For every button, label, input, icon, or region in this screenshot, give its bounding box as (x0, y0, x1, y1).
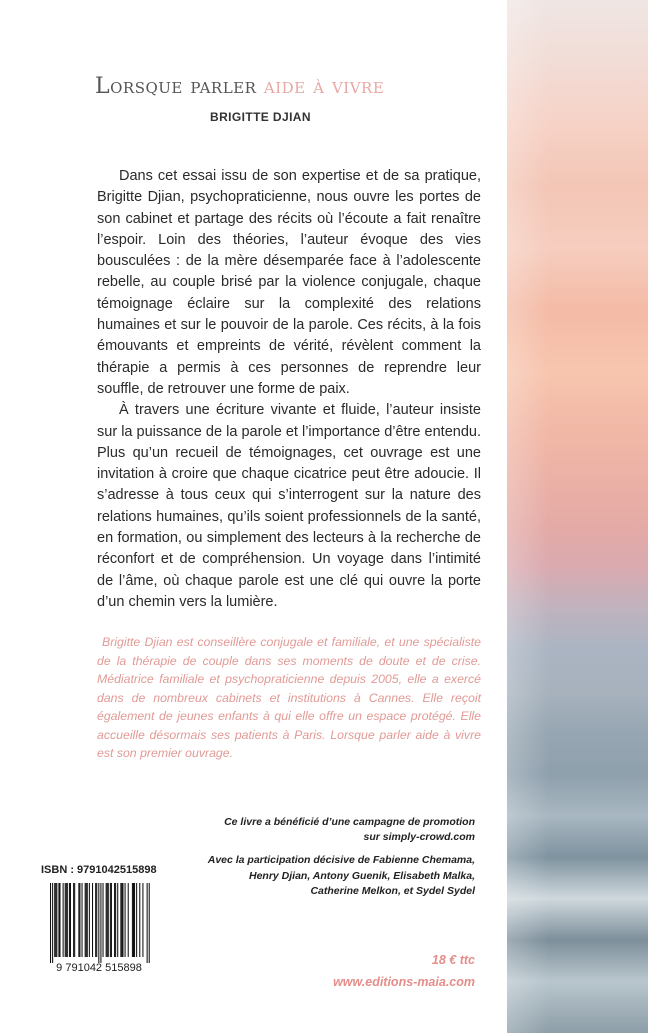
author-bio: Brigitte Djian est conseillère conjugale et familiale, et une spécialiste de la thérapie de couple dans ses moments de doute et de crise. Médiatrice familiale et psychopraticienne depuis 2005, elle a exercé dans de nombreux cabinets et institutions à Cannes. Elle reçoit également de jeunes enfants à qui elle offre un espace protégé. Elle accueille désormais ses patients à Paris. Lorsque parler aide à vivre est son premier ouvrage. (97, 635, 481, 760)
barcode-bar (56, 883, 57, 957)
barcode-bar (100, 883, 101, 963)
promotion-line-1: Ce livre a bénéficié d’une campagne de promotion (224, 816, 475, 828)
barcode-bar (142, 883, 143, 957)
isbn-label: ISBN : 9791042515898 (41, 864, 157, 876)
credits-line-3: Catherine Melkon, et Sydel Sydel (310, 885, 475, 897)
barcode-bar (147, 883, 148, 963)
barcode-bar (122, 883, 123, 957)
credits-note (200, 853, 475, 900)
barcode-bar (54, 883, 55, 957)
barcode-bar (65, 883, 66, 957)
barcode-bar (92, 883, 93, 957)
barcode-bar (115, 883, 116, 957)
barcode-bar (133, 883, 134, 957)
barcode-bar (89, 883, 90, 957)
credits-line-1: Avec la participation décisive de Fabienne Chemama, (207, 854, 475, 866)
barcode-bar (96, 883, 97, 957)
book-title-part1: Lorsque parler (95, 74, 257, 99)
barcode-bar (69, 883, 70, 957)
barcode-bar (87, 883, 88, 957)
book-title-part2: aide à vivre (256, 74, 385, 99)
barcode-bar (79, 883, 80, 957)
price-label: 18 € ttc (431, 953, 475, 967)
barcode-bar (66, 883, 67, 957)
barcode-bar (55, 883, 56, 957)
barcode-bar (128, 883, 129, 957)
barcode-bar (120, 883, 121, 957)
book-summary (97, 166, 481, 613)
barcode-bar (59, 883, 60, 957)
barcode-bar (139, 883, 140, 957)
barcode-bar (74, 883, 75, 957)
credits-line-2: Henry Djian, Antony Guenik, Elisabeth Malka, (249, 869, 475, 882)
barcode-bar (149, 883, 150, 963)
promotion-line-2: sur simply-crowd.com (363, 831, 475, 843)
isbn-barcode (40, 881, 158, 973)
barcode-bar (52, 883, 53, 963)
barcode-bar (103, 883, 104, 957)
barcode-bar (111, 883, 112, 957)
barcode-bar (70, 883, 71, 957)
sunset-sea-photo-strip (507, 0, 648, 1033)
barcode-bar (134, 883, 135, 957)
barcode-bar (132, 883, 133, 957)
barcode-bar (110, 883, 111, 957)
barcode-bar (58, 883, 59, 957)
summary-paragraph-1: Dans cet essai issu de son expertise et de sa pratique, Brigitte Djian, psychopraticienne, nous ouvre les portes de son cabinet et partage des récits où l’écoute a fait renaître l’espoir. Loin des théories, l’auteur évoque des vies bousculées : de la mère désemparée face à l’adolescente rebelle, au couple brisé par la violence conjugale, chaque témoignage éclaire sur la complexité des relations humaines et sur le pouvoir de la parole. Ces récits, à la fois émouvants et empreints de vérité, révèlent comment la thérapie a permis à ces personnes de reprendre leur souffle, de retrouver une forme de paix. (97, 168, 481, 397)
barcode-bar (50, 883, 51, 963)
publisher-website[interactable]: www.editions-maia.com (333, 975, 475, 989)
barcode-bar (78, 883, 79, 957)
barcode-bar (82, 883, 83, 957)
barcode-bar (63, 883, 64, 957)
barcode-bar (86, 883, 87, 957)
summary-paragraph-2: À travers une écriture vivante et fluide, l’auteur insiste sur la puissance de la parole et l’importance d’être entendu. Plus qu’un recueil de témoignages, cet ouvrage est une invitation à croire que chaque cicatrice peut être adoucie. Il s’adresse à tous ceux qui s’interrogent sur la nature des relations humaines, qu’ils soient professionnels de la santé, en formation, ou simplement des lecteurs à la recherche de réconfort et de compréhension. Un voyage dans l’intimité de l’âme, où chaque parole est une clé qui ouvre la porte d’un chemin vers la lumière. (97, 402, 481, 610)
barcode-bar (95, 883, 96, 957)
book-title (95, 74, 455, 100)
barcode-bar (98, 883, 99, 963)
barcode-bar (121, 883, 122, 957)
barcode-bar (117, 883, 118, 957)
author-name: BRIGITTE DJIAN (210, 110, 311, 124)
barcode-digits: 9 791042 515898 (56, 962, 142, 973)
promotion-note (200, 815, 475, 845)
barcode-bar (136, 883, 137, 957)
barcode-bar (67, 883, 68, 957)
barcode-bar (125, 883, 126, 957)
barcode-bar (114, 883, 115, 957)
barcode-bar (73, 883, 74, 957)
barcode-bar (85, 883, 86, 957)
barcode-bar (107, 883, 108, 957)
barcode-bar (108, 883, 109, 957)
barcode-bar (106, 883, 107, 957)
